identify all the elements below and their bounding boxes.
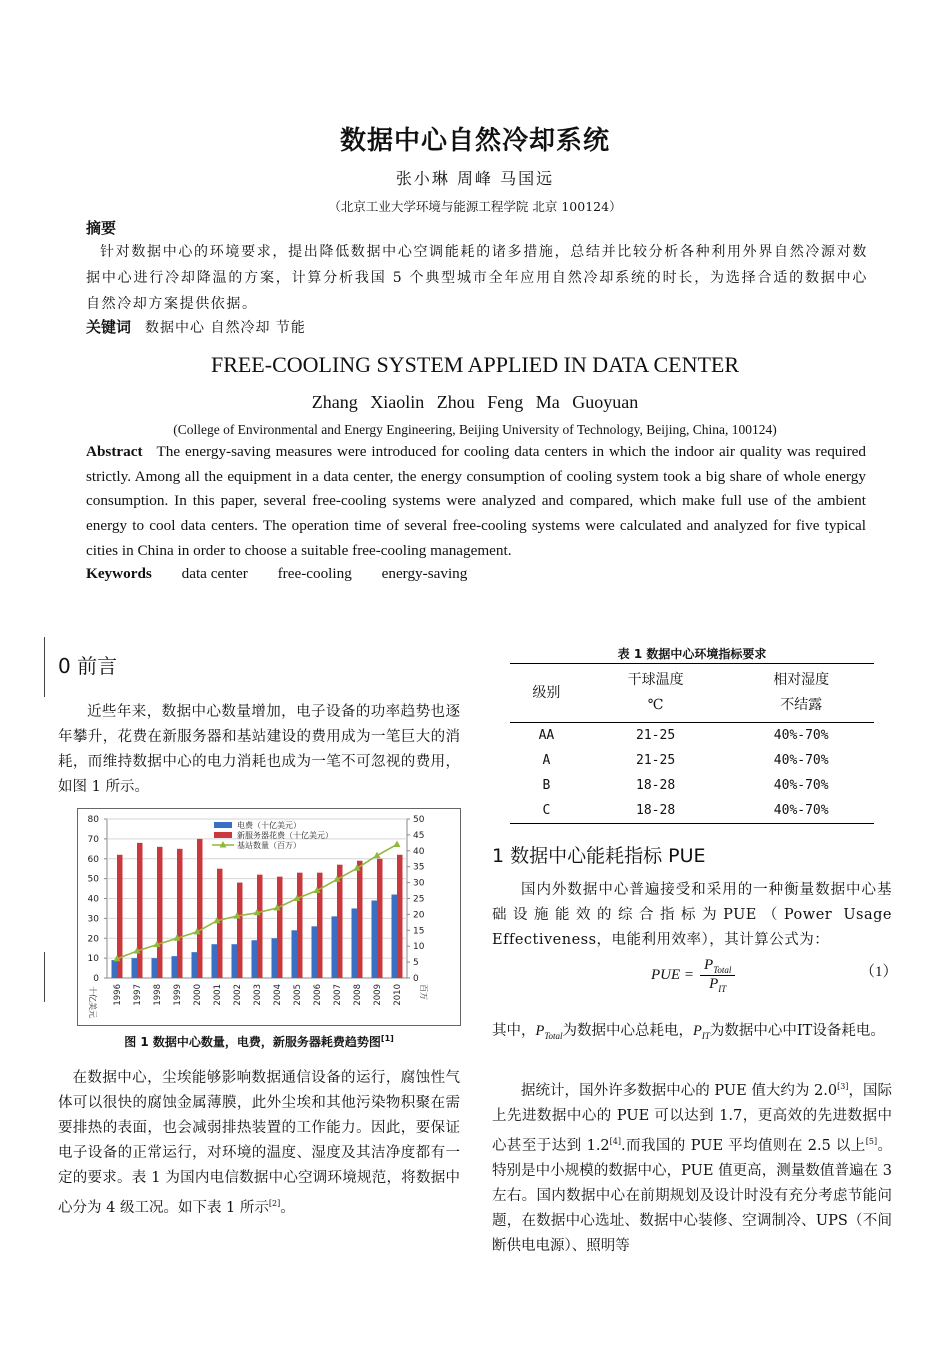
authors-cn: 张小琳 周峰 马国远 xyxy=(395,169,555,188)
keywords-en-label: Keywords xyxy=(86,565,152,582)
cell-temp: 21-25 xyxy=(636,753,676,768)
left-tick-label: 40 xyxy=(87,894,99,905)
bar-server-spending xyxy=(397,855,403,978)
citation: [1] xyxy=(380,1034,394,1043)
header-level: 级别 xyxy=(532,684,561,701)
legend-swatch xyxy=(214,822,232,828)
affiliation-en: (College of Environmental and Energy Engineering, Beijing University of Technology, Beijing, China, 100124) xyxy=(173,422,777,437)
keywords-cn-label: 关键词 xyxy=(86,318,132,336)
abstract-en xyxy=(86,440,866,564)
keyword-en: free-cooling xyxy=(277,565,352,582)
cell-temp: 21-25 xyxy=(636,728,676,743)
x-tick-label: 2002 xyxy=(233,984,243,1006)
symbol-sub: IT xyxy=(701,1030,710,1041)
x-tick-label: 1997 xyxy=(133,984,143,1006)
keywords-cn-values: 数据中心 自然冷却 节能 xyxy=(145,320,306,336)
x-tick-label: 2009 xyxy=(373,984,383,1006)
x-tick-label: 2001 xyxy=(213,984,223,1006)
header-humidity-label: 相对湿度 xyxy=(773,672,830,688)
paragraph-pue-definition: 国内外数据中心普遍接受和采用的一种衡量数据中心基础设施能效的综合指标为PUE（Power Usage Effectiveness，电能利用效率），其计算公式为： xyxy=(492,882,892,948)
symbol-p: $P_{Total}$ xyxy=(535,1023,563,1041)
stats-text: 据统计，国外许多数据中心的 PUE 值大约为 2.0 xyxy=(521,1082,838,1099)
left-tick-label: 70 xyxy=(87,834,99,845)
x-tick-label: 2010 xyxy=(393,984,403,1006)
abstract-cn: 针对数据中心的环境要求，提出降低数据中心空调能耗的诸多措施，总结并比较分析各种利用外界自然冷源对数据中心进行冷却降温的方案，计算分析我国 5 个典型城市全年应用自然冷却系统的时长，为选择合适的数据中心自然冷却方案提供依据。 xyxy=(86,244,868,312)
header-temp-label: 干球温度 xyxy=(627,672,684,688)
right-axis-title: 百万 xyxy=(419,984,428,1000)
bar-electricity xyxy=(252,940,258,978)
legend-swatch xyxy=(214,832,232,838)
cell-humidity: 40%-70% xyxy=(773,753,829,768)
left-tick-label: 50 xyxy=(87,874,99,885)
formula-num-symbol: P xyxy=(704,957,714,973)
equation-number: （1） xyxy=(860,964,898,980)
x-tick-label: 2006 xyxy=(313,984,323,1006)
symbol-p: $P_{IT}$ xyxy=(693,1023,710,1041)
keyword-en: data center xyxy=(181,565,248,582)
left-tick-label: 60 xyxy=(87,854,99,865)
right-tick-label: 25 xyxy=(413,894,425,905)
header-humidity xyxy=(728,664,874,723)
abstract-cn-label: 摘要 xyxy=(86,219,117,237)
x-tick-label: 2007 xyxy=(333,984,343,1006)
bar-electricity xyxy=(192,952,198,978)
cell-humidity: 40%-70% xyxy=(773,778,829,793)
pue-formula xyxy=(650,957,735,994)
cell-temp: 18-28 xyxy=(636,803,676,818)
citation: [4] xyxy=(609,1136,621,1146)
figure-1-caption xyxy=(58,1033,460,1050)
terms-text: 为数据中心总耗电， xyxy=(562,1023,694,1039)
bar-electricity xyxy=(132,958,138,978)
bar-server-spending xyxy=(277,877,283,978)
authors-en: Zhang Xiaolin Zhou Feng Ma Guoyuan xyxy=(311,392,639,412)
bar-server-spending xyxy=(377,859,383,978)
figure-1-chart xyxy=(77,808,461,1026)
right-tick-label: 45 xyxy=(413,830,425,841)
keywords-cn xyxy=(86,316,306,337)
right-tick-label: 0 xyxy=(413,974,419,984)
left-tick-label: 0 xyxy=(93,974,99,984)
cell-level: A xyxy=(542,753,551,768)
keywords-en xyxy=(86,565,493,583)
left-tick-label: 80 xyxy=(87,815,99,825)
citation: [2] xyxy=(268,1199,281,1208)
x-tick-label: 2004 xyxy=(273,984,283,1006)
terms-text: 其中， xyxy=(492,1023,536,1039)
legend-label: 基站数量（百万） xyxy=(237,841,301,850)
paragraph-environment xyxy=(58,1066,460,1221)
bar-server-spending xyxy=(237,883,243,978)
bar-server-spending xyxy=(197,839,203,978)
x-tick-label: 1996 xyxy=(113,984,123,1006)
bar-electricity xyxy=(332,916,338,978)
terms-text: 为数据中心中IT设备耗电。 xyxy=(709,1023,885,1039)
stats-text: .而我国的 PUE 平均值则在 2.5 以上 xyxy=(621,1137,866,1154)
bar-electricity xyxy=(372,900,378,978)
table-row xyxy=(510,748,874,773)
bar-server-spending xyxy=(137,843,143,978)
keyword-en: energy-saving xyxy=(381,565,468,582)
left-tick-label: 30 xyxy=(87,914,99,925)
left-axis-title: 十亿美元 xyxy=(88,986,97,1018)
paper-title-cn: 数据中心自然冷却系统 xyxy=(339,126,610,156)
header-temp xyxy=(583,664,729,723)
abstract-en-text: The energy-saving measures were introduced for cooling data centers in which the indoor air quality was required strictly. Among all the equipment in a data center, the energy consumption of cooling system took a big share of whole energy consumption. In this paper, several free-cooling systems were analyzed and compared, which make full use of the ambient energy to cool data centers. The operation time of several free-cooling systems were calculated and analyzed for five typical cities in China in order to choose a suitable free-cooling management. xyxy=(86,443,866,559)
formula-denominator xyxy=(700,976,735,994)
formula-fraction xyxy=(700,957,735,994)
stats-text: ，国际上先进数据中心的 PUE 可以达到 1.7，更高效的先进数据中心甚至于达到 1.2 xyxy=(492,1082,892,1154)
section-1-heading: 1 数据中心能耗指标 PUE xyxy=(492,845,706,867)
paragraph-end: 。 xyxy=(280,1199,295,1216)
cell-temp: 18-28 xyxy=(636,778,676,793)
right-tick-label: 50 xyxy=(413,815,425,825)
paper-title-en: FREE-COOLING SYSTEM APPLIED IN DATA CENTER xyxy=(210,352,740,377)
formula-lhs-cell: PUE = xyxy=(651,967,695,983)
legend-label: 新服务器花费（十亿美元） xyxy=(237,831,333,840)
header-temp-unit: ℃ xyxy=(647,697,664,713)
table-row xyxy=(510,723,874,749)
x-tick-label: 2008 xyxy=(353,984,363,1006)
formula-den-symbol: P xyxy=(709,976,719,992)
right-tick-label: 15 xyxy=(413,926,425,937)
formula-num-sub: Total xyxy=(713,965,732,975)
bar-electricity xyxy=(272,938,278,978)
right-tick-label: 35 xyxy=(413,862,425,873)
table-header-row xyxy=(510,664,874,723)
bar-electricity xyxy=(152,958,158,978)
formula-layout xyxy=(650,957,735,994)
margin-mark xyxy=(44,637,45,697)
bar-server-spending xyxy=(357,861,363,978)
bar-electricity xyxy=(352,908,358,978)
bar-electricity xyxy=(212,944,218,978)
citation: [5] xyxy=(865,1136,878,1146)
left-tick-label: 20 xyxy=(87,934,99,945)
paragraph-pue-statistics xyxy=(492,1074,892,1259)
cell-level: B xyxy=(542,778,551,793)
header-humidity-note: 不结露 xyxy=(780,697,823,713)
x-tick-label: 2005 xyxy=(293,984,303,1006)
left-tick-label: 10 xyxy=(87,954,99,965)
cell-level: C xyxy=(542,803,551,818)
right-tick-label: 10 xyxy=(413,942,425,953)
right-tick-label: 20 xyxy=(413,910,425,921)
bar-electricity xyxy=(172,956,178,978)
legend-label: 电费（十亿美元） xyxy=(237,821,301,830)
bar-electricity xyxy=(312,926,318,978)
bar-server-spending xyxy=(257,875,263,978)
symbol-sub: Total xyxy=(544,1030,563,1041)
bar-server-spending xyxy=(157,847,163,978)
paragraph-environment-text: 在数据中心，尘埃能够影响数据通信设备的运行，腐蚀性气体可以很快的腐蚀金属薄膜，此外尘埃和其他污染物积聚在需要排热的表面，也会减弱排热装置的工作能力。因此，要保证电子设备的正常运行，对环境的温度、湿度及其洁净度都有一定的要求。表 1 为国内电信数据中心空调环境规范，将数据中心分为 4 级工况。如下表 1 所示 xyxy=(58,1070,460,1216)
stats-text: 。特别是中小规模的数据中心，PUE 值更高，测量数值普遍在 3 左右。国内数据中心在前期规划及设计时没有充分考虑节能问题，在数据中心选址、数据中心装修、空调制冷、UPS（不间断供电电源）、照明等 xyxy=(492,1137,893,1254)
right-tick-label: 30 xyxy=(413,878,425,889)
bar-electricity xyxy=(392,895,398,978)
cell-humidity: 40%-70% xyxy=(773,728,829,743)
bar-electricity xyxy=(292,930,298,978)
section-0-heading: 0 前言 xyxy=(58,654,118,678)
bar-server-spending xyxy=(177,849,183,978)
table-row xyxy=(510,798,874,824)
table-1-caption: 表 1 数据中心环境指标要求 xyxy=(617,647,767,661)
x-tick-label: 2000 xyxy=(193,984,203,1006)
citation: [3] xyxy=(837,1082,849,1091)
table-1 xyxy=(510,663,874,824)
bar-server-spending xyxy=(297,873,303,978)
cell-humidity: 40%-70% xyxy=(773,803,829,818)
paragraph-intro: 近些年来，数据中心数量增加，电子设备的功率趋势也逐年攀升，花费在新服务器和基站建设的费用成为一笔巨大的消耗，而维持数据中心的电力消耗也成为一笔不可忽视的费用，如图 1 所示。 xyxy=(58,704,460,795)
formula-numerator xyxy=(700,957,735,976)
x-tick-label: 2003 xyxy=(253,984,263,1006)
right-tick-label: 5 xyxy=(413,958,419,969)
paragraph-pue-terms xyxy=(492,1013,892,1054)
x-tick-label: 1998 xyxy=(153,984,163,1006)
bar-server-spending xyxy=(217,869,223,978)
abstract-en-label: Abstract xyxy=(86,443,143,460)
x-tick-label: 1999 xyxy=(173,984,183,1006)
margin-mark xyxy=(44,952,45,1002)
affiliation-cn: （北京工业大学环境与能源工程学院 北京 100124） xyxy=(328,199,622,214)
formula-lhs: PUE xyxy=(651,967,681,983)
figure-1-caption-text: 图 1 数据中心数量，电费，新服务器耗费趋势图 xyxy=(124,1035,381,1049)
formula-den-sub: IT xyxy=(718,984,727,994)
cell-level: AA xyxy=(538,728,555,743)
bar-electricity xyxy=(112,960,118,978)
bar-electricity xyxy=(232,944,238,978)
table-row xyxy=(510,773,874,798)
right-tick-label: 40 xyxy=(413,846,425,857)
